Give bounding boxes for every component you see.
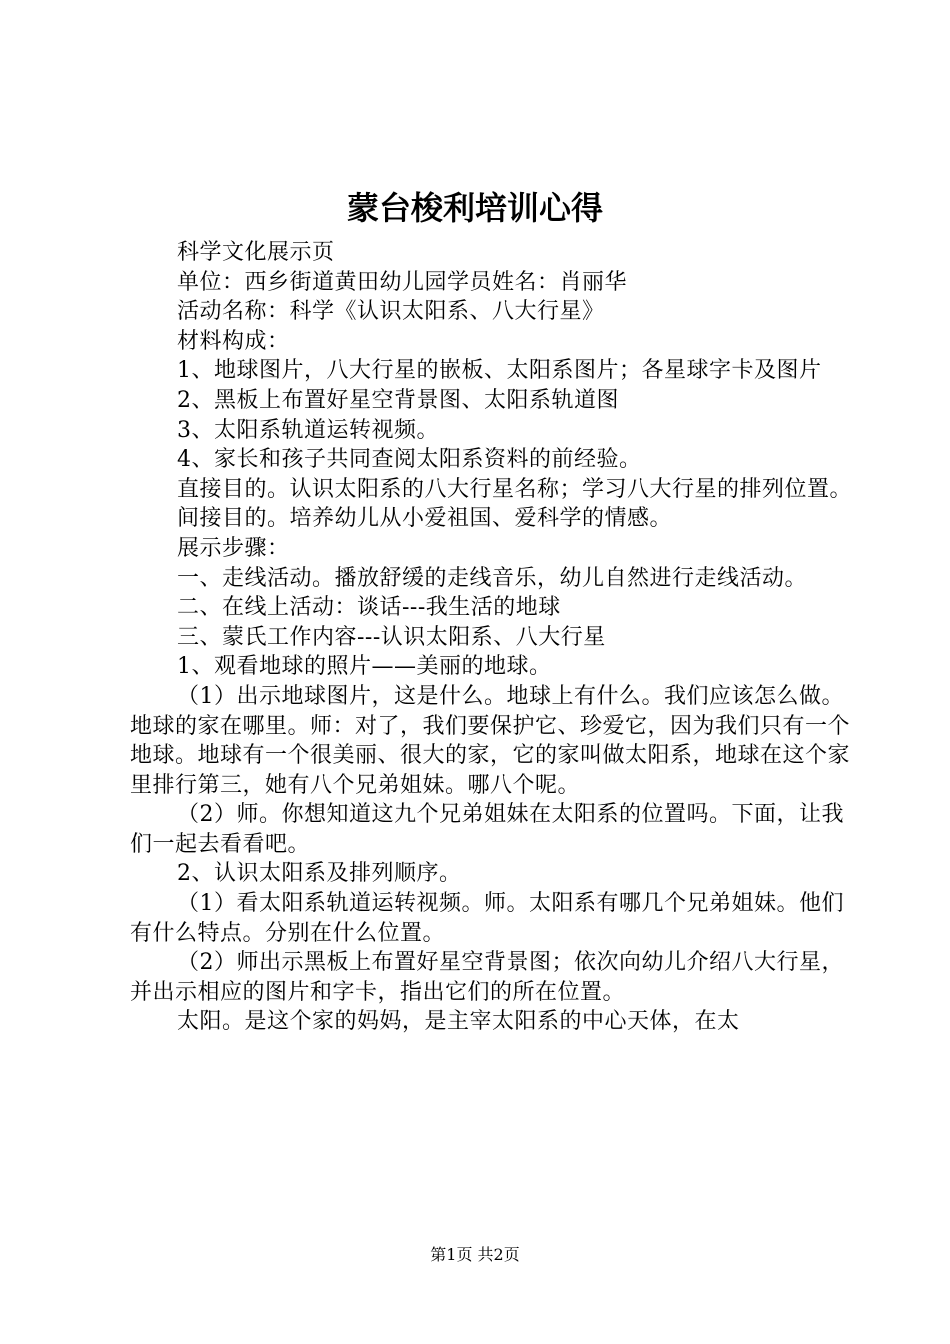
- paragraph: 1、地球图片，八大行星的嵌板、太阳系图片；各星球字卡及图片: [177, 358, 822, 384]
- paragraph: 间接目的。培养幼儿从小爱祖国、爱科学的情感。: [177, 506, 673, 532]
- page-footer: 第1页 共2页: [430, 1245, 520, 1264]
- paragraph: 活动名称：科学《认识太阳系、八大行星》: [177, 299, 605, 325]
- paragraph: 4、家长和孩子共同查阅太阳系资料的前经验。: [177, 447, 642, 473]
- paragraph: 单位：西乡街道黄田幼儿园学员姓名：肖丽华: [177, 269, 628, 295]
- paragraph: 直接目的。认识太阳系的八大行星名称；学习八大行星的排列位置。: [177, 476, 853, 502]
- paragraph: （1）看太阳系轨道运转视频。师。太阳系有哪几个兄弟姐妹。他们有什么特点。分别在什么位置。: [130, 891, 844, 946]
- paragraph: （2）师。你想知道这九个兄弟姐妹在太阳系的位置吗。下面，让我们一起去看看吧。: [130, 802, 844, 857]
- paragraph: 科学文化展示页: [177, 240, 335, 265]
- paragraph: 展示步骤：: [177, 535, 290, 561]
- paragraph: 1、观看地球的照片——美丽的地球。: [177, 654, 552, 680]
- document-title: 蒙台梭利培训心得: [346, 189, 603, 227]
- paragraph: 2、认识太阳系及排列顺序。: [177, 861, 462, 887]
- paragraph: （2）师出示黑板上布置好星空背景图；依次向幼儿介绍八大行星，并出示相应的图片和字卡，指出它们的所在位置。: [130, 950, 844, 1005]
- paragraph: 材料构成：: [177, 328, 290, 354]
- paragraph: 太阳。是这个家的妈妈，是主宰太阳系的中心天体，在太: [177, 1009, 740, 1035]
- paragraph: 二、在线上活动：谈话---我生活的地球: [177, 595, 561, 621]
- paragraph: 一、走线活动。播放舒缓的走线音乐，幼儿自然进行走线活动。: [177, 565, 808, 591]
- paragraph: 三、蒙氏工作内容---认识太阳系、八大行星: [177, 624, 606, 650]
- document-body: [130, 238, 852, 1037]
- paragraph: （1）出示地球图片，这是什么。地球上有什么。我们应该怎么做。地球的家在哪里。师：对了，我们要保护它、珍爱它，因为我们只有一个地球。地球有一个很美丽、很大的家，它的家叫做太阳系，地球在这个家里排行第三，她有八个兄弟姐妹。哪八个呢。: [130, 683, 851, 798]
- paragraph: 2、黑板上布置好星空背景图、太阳系轨道图: [177, 387, 619, 413]
- paragraph: 3、太阳系轨道运转视频。: [177, 417, 439, 443]
